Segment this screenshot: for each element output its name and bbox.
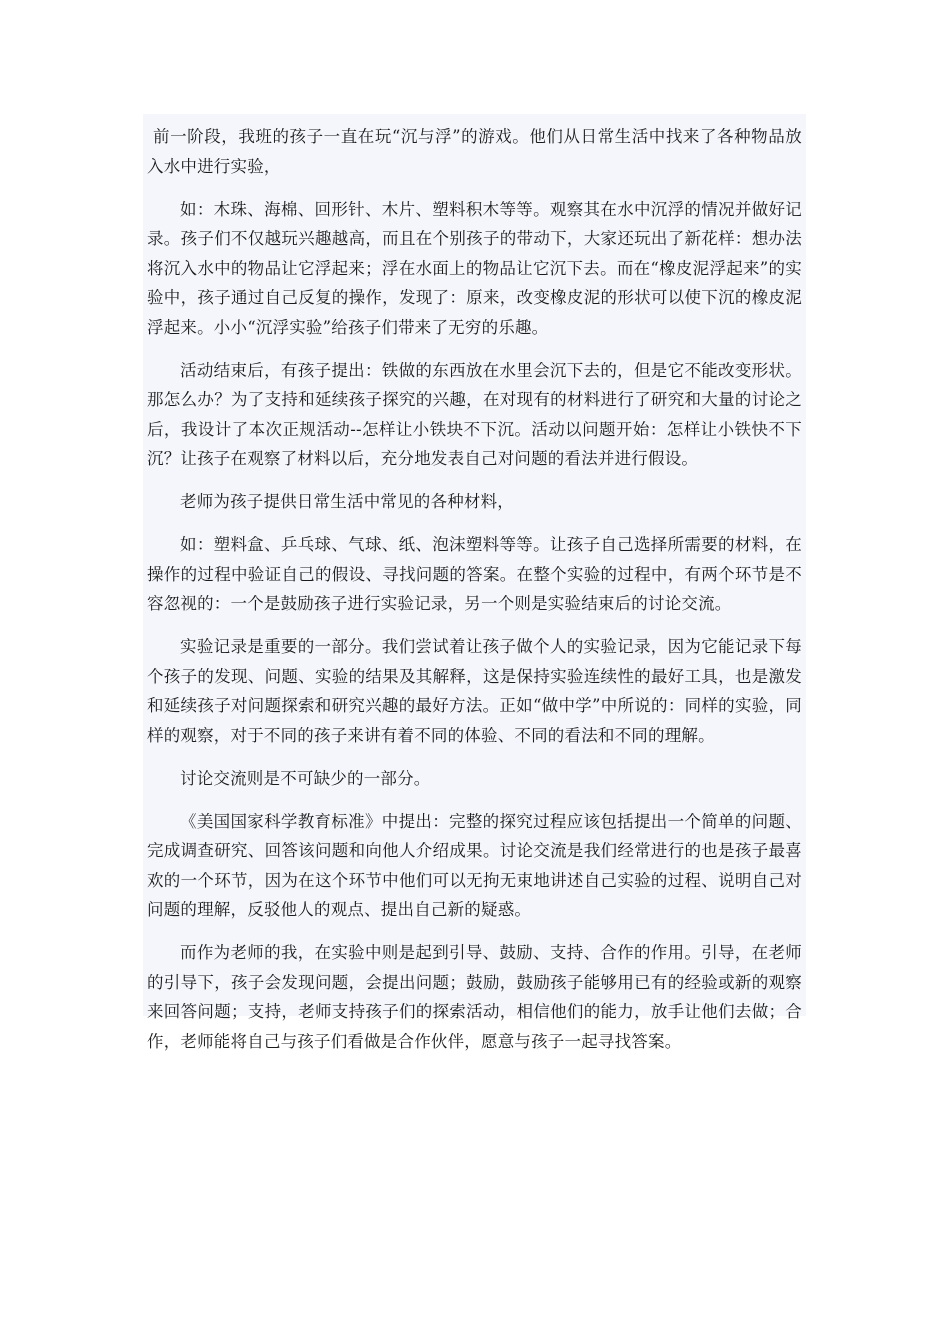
paragraph: 老师为孩子提供日常生活中常见的各种材料， xyxy=(180,492,514,511)
paragraph: 实验记录是重要的一部分。我们尝试着让孩子做个人的实验记录，因为它能记录下每个孩子的发现、问题、实验的结果及其解释，这是保持实验连续性的最好工具，也是激发和延续孩子对问题探索和研究兴趣的最好方法。正如“做中学”中所说的：同样的实验，同样的观察，对于不同的孩子来讲有着不同的体验、不同的看法和不同的理解。 xyxy=(147,637,802,745)
paragraph: 《美国国家科学教育标准》中提出：完整的探究过程应该包括提出一个简单的问题、完成调查研究、回答该问题和向他人介绍成果。讨论交流是我们经常进行的也是孩子最喜欢的一个环节，因为在这个环节中他们可以无拘无束地讲述自己实验的过程、说明自己对问题的理解，反驳他人的观点、提出自己新的疑惑。 xyxy=(147,811,802,919)
paragraph: 如：塑料盒、乒乓球、气球、纸、泡沫塑料等等。让孩子自己选择所需要的材料，在操作的过程中验证自己的假设、寻找问题的答案。在整个实验的过程中，有两个环节是不容忽视的：一个是鼓励孩子进行实验记录，另一个则是实验结束后的讨论交流。 xyxy=(147,535,802,613)
document-body xyxy=(143,114,806,1051)
paragraph: 而作为老师的我，在实验中则是起到引导、鼓励、支持、合作的作用。引导，在老师的引导下，孩子会发现问题，会提出问题；鼓励，鼓励孩子能够用已有的经验或新的观察来回答问题；支持，老师支持孩子们的探索活动，相信他们的能力，放手让他们去做；合作，老师能将自己与孩子们看做是合作伙伴，愿意与孩子一起寻找答案。 xyxy=(147,943,802,1051)
paragraph: 前一阶段，我班的孩子一直在玩“沉与浮”的游戏。他们从日常生活中找来了各种物品放入水中进行实验， xyxy=(147,127,802,176)
paragraph: 如：木珠、海棉、回形针、木片、塑料积木等等。观察其在水中沉浮的情况并做好记录。孩子们不仅越玩兴趣越高，而且在个别孩子的带动下，大家还玩出了新花样：想办法将沉入水中的物品让它浮起来；浮在水面上的物品让它沉下去。而在“橡皮泥浮起来”的实验中，孩子通过自己反复的操作，发现了：原来，改变橡皮泥的形状可以使下沉的橡皮泥浮起来。小小“沉浮实验”给孩子们带来了无穷的乐趣。 xyxy=(147,199,802,337)
paragraph: 活动结束后，有孩子提出：铁做的东西放在水里会沉下去的，但是它不能改变形状。那怎么办？为了支持和延续孩子探究的兴趣，在对现有的材料进行了研究和大量的讨论之后，我设计了本次正规活动--怎样让小铁块不下沉。活动以问题开始：怎样让小铁快不下沉？让孩子在观察了材料以后，充分地发表自己对问题的看法并进行假设。 xyxy=(147,360,802,468)
paragraph: 讨论交流则是不可缺少的一部分。 xyxy=(180,768,431,788)
